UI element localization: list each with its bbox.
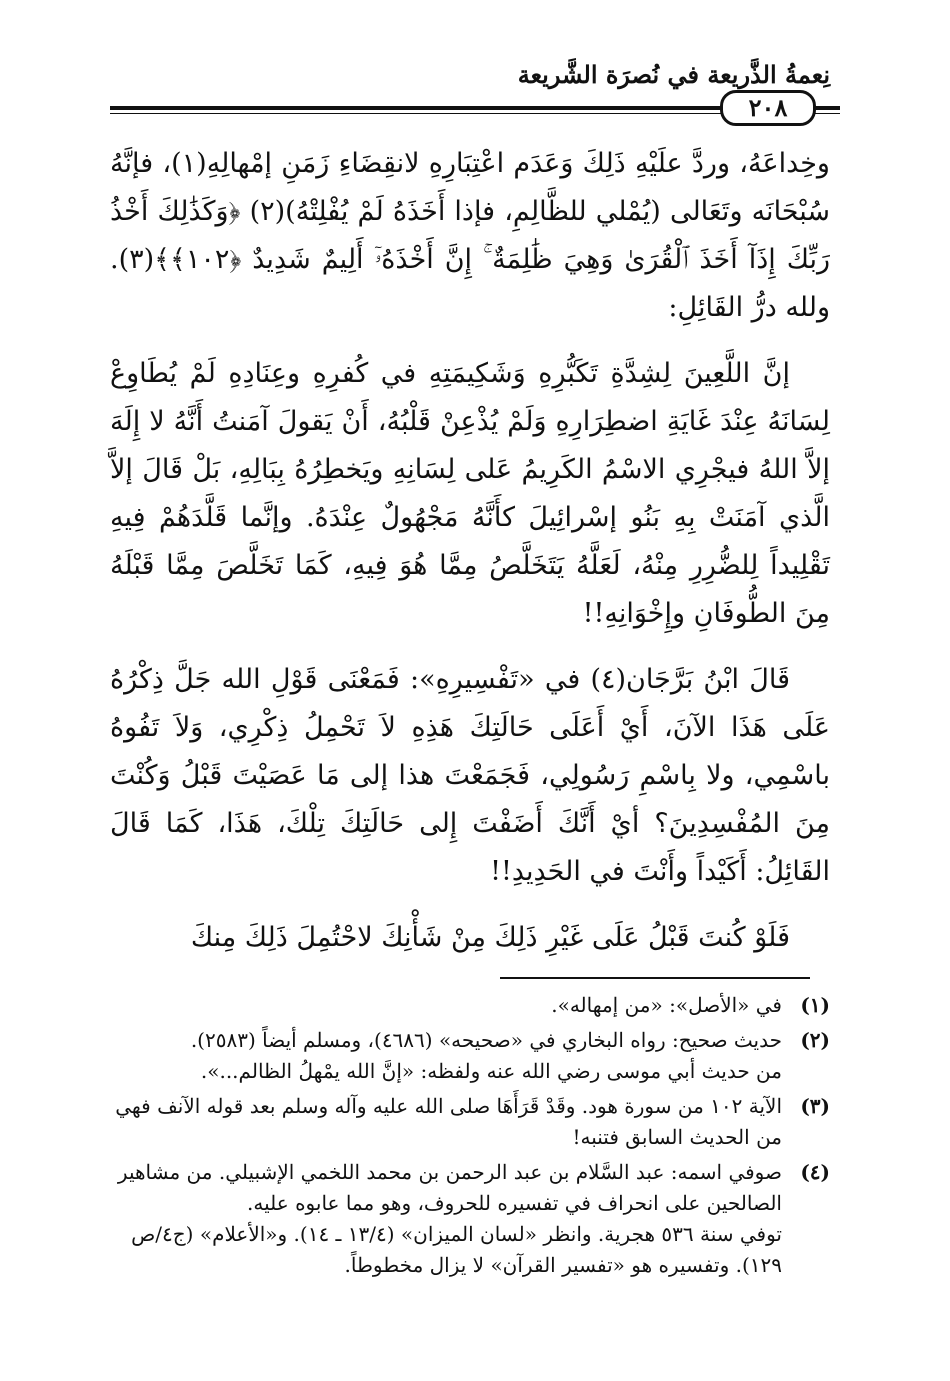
paragraph-2: إنَّ اللَّعِينَ لِشِدَّةِ تَكَبُّرِهِ وَشَكِيمَتِهِ في كُفرِهِ وعِنَادِهِ لَمْ يُطَاوِعْ لِسَانَهُ عِنْدَ غَايَةِ اضطِرَارِهِ وَلَمْ يُذْعِنْ قَلْبُهُ، أَنْ يَقولَ آمَنتُ أَنَّهُ لا إِلَهَ إلاَّ اللهُ فيجْرِي الاسْمُ الكَرِيمُ عَلى لِسَانِهِ ويَخطِرُهُ بِبَالِهِ، بَلْ قَالَ إلاَّ الَّذي آمَنَتْ بِهِ بَنُو إسْرائِيلَ كأَنَّهُ مَجْهُولٌ عِنْدَهُ. وإنَّما قَلَّدَهُمْ فِيهِ تَقْلِيداً لِلضُّرِرِ مِنْهُ، لَعَلَّهُ يَتَخَلَّصُ مِمَّا هُوَ فِيهِ، كَمَا تَخَلَّصَ مِمَّا قَبْلَهُ مِنَ الطُّوفَانِ وإِخْوَانِهِ!! [110, 358, 830, 629]
footnote-number: (٣) [800, 1094, 830, 1118]
footnote-separator [500, 977, 810, 979]
running-header-title: نِعمةُ الذَّريعة في نُصرَة الشَّريعة [517, 60, 830, 89]
footnote-text: في «الأصل»: «من إمهاله». [551, 993, 782, 1017]
footnote-number: (١) [800, 993, 830, 1017]
footnote-number: (٤) [800, 1160, 830, 1184]
paragraph-3: قَالَ ابْنُ بَرَّجَان(٤) في «تَفْسِيرِهِ»: فَمَعْنَى قَوْلِ الله جَلَّ ذِكْرُهُ عَلَى هَذَا الآنَ، أَيْ أَعَلَى حَالَتِكَ هَذِهِ لاَ تَحْمِلُ ذِكْرِي، وَلاَ تَفُوهُ باسْمِي، ولا بِاسْمِ رَسُولِي، فَجَمَعْتَ هذا إلى مَا عَصَيْتَ قَبْلُ وَكُنْتَ مِنَ المُفْسِدِينَ؟ أيْ أَنَّكَ أَضَفْتَ إِلى حَالَتِكَ تِلْكَ، هَذَا، كَمَا قَالَ القَائِلُ: أَكَيْداً وأَنْتَ في الحَدِيدِ!! [110, 664, 830, 887]
footnotes [110, 990, 830, 1285]
footnote-1 [110, 990, 830, 1021]
footnote-text: صوفي اسمه: عبد السَّلام بن عبد الرحمن بن محمد اللخمي الإشبيلي. من مشاهير الصالحين على انحراف في تفسيره للحروف، وهو مما عابوه عليه. [117, 1160, 782, 1215]
footnote-3 [110, 1091, 830, 1153]
main-text [110, 140, 830, 980]
footnote-number: (٢) [800, 1028, 830, 1052]
page-number: ٢٠٨ [720, 90, 816, 126]
footnote-text: توفي سنة ٥٣٦ هجرية. وانظر «لسان الميزان» (١٣/٤ ـ ١٤). و«الأعلام» (ج٤/ص ١٢٩). وتفسيره هو «تفسير القرآن» لا يزال مخطوطاً. [131, 1222, 782, 1277]
footnote-4 [110, 1157, 830, 1281]
footnote-text: حديث صحيح: رواه البخاري في «صحيحه» (٤٦٨٦)، ومسلم أيضاً (٢٥٨٣). [190, 1028, 782, 1052]
footnote-text: الآية ١٠٢ من سورة هود. وقَدْ قَرَأَهَا صلى الله عليه وآله وسلم بعد قوله الآنف فهي من الحديث السابق فتنبه! [115, 1094, 782, 1149]
paragraph-4: فَلَوْ كُنتَ قَبْلُ عَلَى غَيْرِ ذَلِكَ مِنْ شَأْنِكَ لاحْتُمِلَ ذَلِكَ مِنكَ [190, 922, 790, 953]
footnote-text: من حديث أبي موسى رضي الله عنه ولفظه: «إنَّ الله يمْهلُ الظالم...». [200, 1059, 782, 1083]
paragraph-1: وخِداعَهُ، وردَّ علَيْهِ ذَلِكَ وَعَدَم اعْتِبَارِهِ لانقِضَاءِ زَمَنِ إمْهالِهِ(١)، فإنَّهُ سُبْحَانَه وتَعَالى (يُمْلي للظَّالِمِ، فإذا أَخَذَهُ لَمْ يُفْلِتْهُ)(٢) ﴿وَكَذَٰلِكَ أَخْذُ رَبِّكَ إِذَآ أَخَذَ ٱلْقُرَىٰ وَهِيَ ظَٰلِمَةٌ ۚ إِنَّ أَخْذَهُۥٓ أَلِيمٌ شَدِيدٌ ﴿١٠٢﴾﴾(٣). ولله درُّ القَائِلِ: [110, 148, 830, 323]
footnote-2 [110, 1025, 830, 1087]
